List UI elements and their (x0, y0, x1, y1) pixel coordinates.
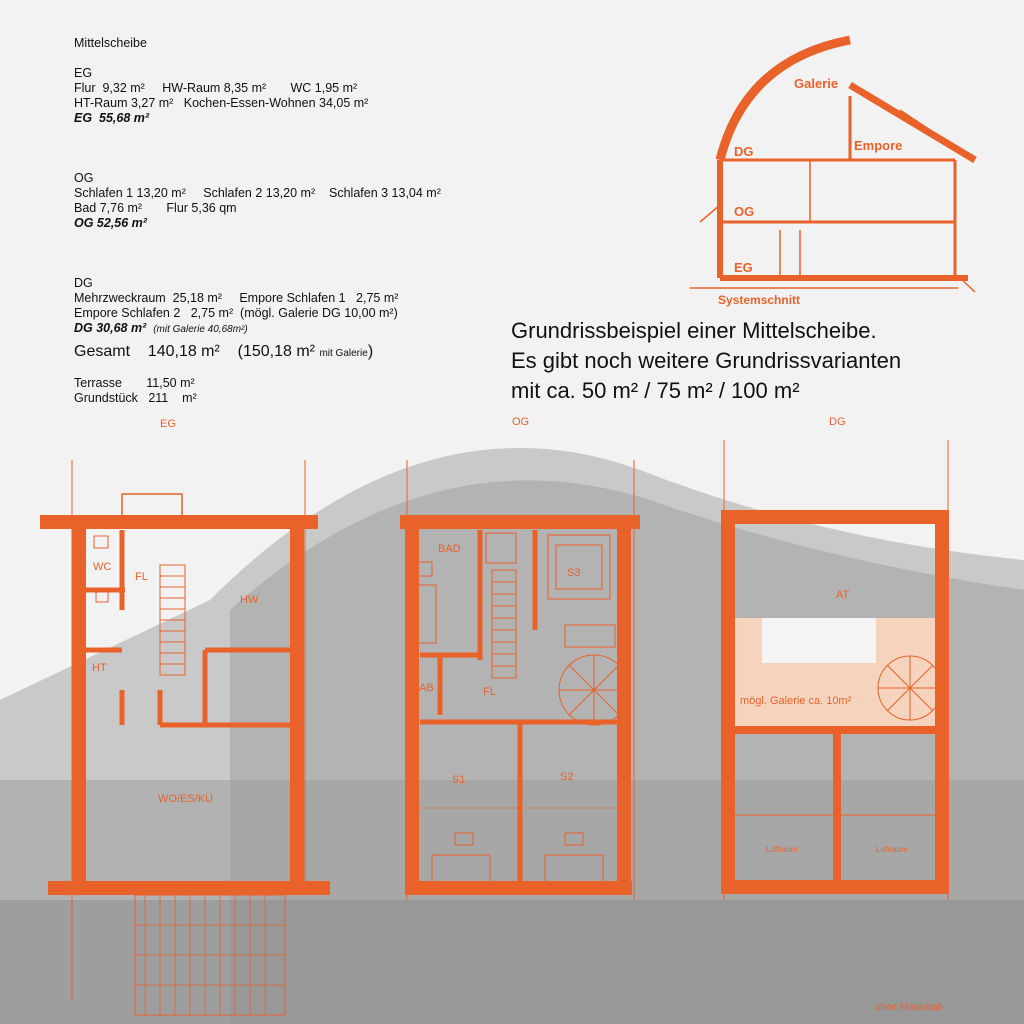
eg-room-wo: WO/ES/KÜ (158, 793, 214, 805)
eg-total: EG 55,68 m² (74, 111, 150, 125)
eg-room-ht: HT (92, 662, 107, 674)
og-room-s2: S2 (560, 771, 574, 783)
terrasse-line: Terrasse 11,50 m² (74, 376, 195, 390)
section-label-dg: DG (734, 144, 754, 159)
eg-heading: EG (74, 66, 93, 80)
scale-note: ohne Massstab (875, 1002, 943, 1013)
og-line-2: Bad 7,76 m² Flur 5,36 qm (74, 201, 237, 215)
dg-room-at: AT (836, 589, 850, 601)
info-title: Mittelscheibe (74, 36, 147, 50)
section-label-eg: EG (734, 260, 753, 275)
eg-line-1: Flur 9,32 m² HW-Raum 8,35 m² WC 1,95 m² (74, 81, 358, 95)
eg-room-fl: FL (135, 571, 148, 583)
headline-line-1: Grundrissbeispiel einer Mittelscheibe. (511, 318, 877, 343)
eg-room-wc: WC (93, 561, 112, 573)
section-title: Systemschnitt (718, 293, 801, 307)
gesamt-label: Gesamt (74, 343, 131, 360)
gesamt-close: ) (367, 343, 374, 360)
og-room-s3: S3 (567, 567, 581, 579)
section-label-empore: Empore (854, 138, 903, 153)
dg-line-2: Empore Schlafen 2 2,75 m² (mögl. Galerie DG 10,00 m²) (74, 306, 398, 320)
dg-total-note: (mit Galerie 40,68m²) (153, 324, 248, 335)
plan-dg (724, 440, 948, 900)
headline-line-2: Es gibt noch weitere Grundrissvarianten (511, 348, 902, 373)
dg-total: DG 30,68 m² (74, 321, 147, 335)
eg-room-hw: HW (240, 594, 259, 606)
plan-og (400, 460, 640, 900)
plan-eg-title: EG (160, 418, 176, 430)
plan-og-title: OG (512, 416, 530, 428)
plan-eg (40, 460, 330, 1015)
og-room-s1: S1 (452, 774, 466, 786)
dg-luftraum-2: Luftraum (876, 845, 908, 854)
plan-dg-title: DG (829, 416, 846, 428)
section-label-galerie: Galerie (794, 76, 839, 91)
og-line-1: Schlafen 1 13,20 m² Schlafen 2 13,20 m² Schlafen 3 13,04 m² (74, 186, 441, 200)
extras-block (74, 376, 197, 406)
og-total: OG 52,56 m² (74, 216, 147, 230)
og-heading: OG (74, 171, 94, 185)
dg-line-1: Mehrzweckraum 25,18 m² Empore Schlafen 1 2,75 m² (74, 291, 399, 305)
gesamt-line (74, 342, 373, 364)
dg-luftraum-1: Luftraum (766, 845, 798, 854)
og-room-ab: AB (419, 682, 434, 694)
headline-line-3: mit ca. 50 m² / 75 m² / 100 m² (511, 378, 800, 403)
section-label-og: OG (734, 204, 755, 219)
og-room-fl: FL (483, 686, 496, 698)
gesamt-alt-value: (150,18 m² (237, 343, 315, 360)
dg-heading: DG (74, 276, 93, 290)
gesamt-value: 140,18 m² (147, 343, 220, 360)
headline (511, 316, 901, 406)
og-room-bad: BAD (438, 543, 461, 555)
eg-line-2: HT-Raum 3,27 m² Kochen-Essen-Wohnen 34,05 m² (74, 96, 369, 110)
info-block (74, 36, 441, 336)
grundstueck-line: Grundstück 211 m² (74, 391, 197, 405)
gesamt-alt-note: mit Galerie (319, 348, 368, 359)
dg-galerie-note: mögl. Galerie ca. 10m² (740, 695, 852, 707)
